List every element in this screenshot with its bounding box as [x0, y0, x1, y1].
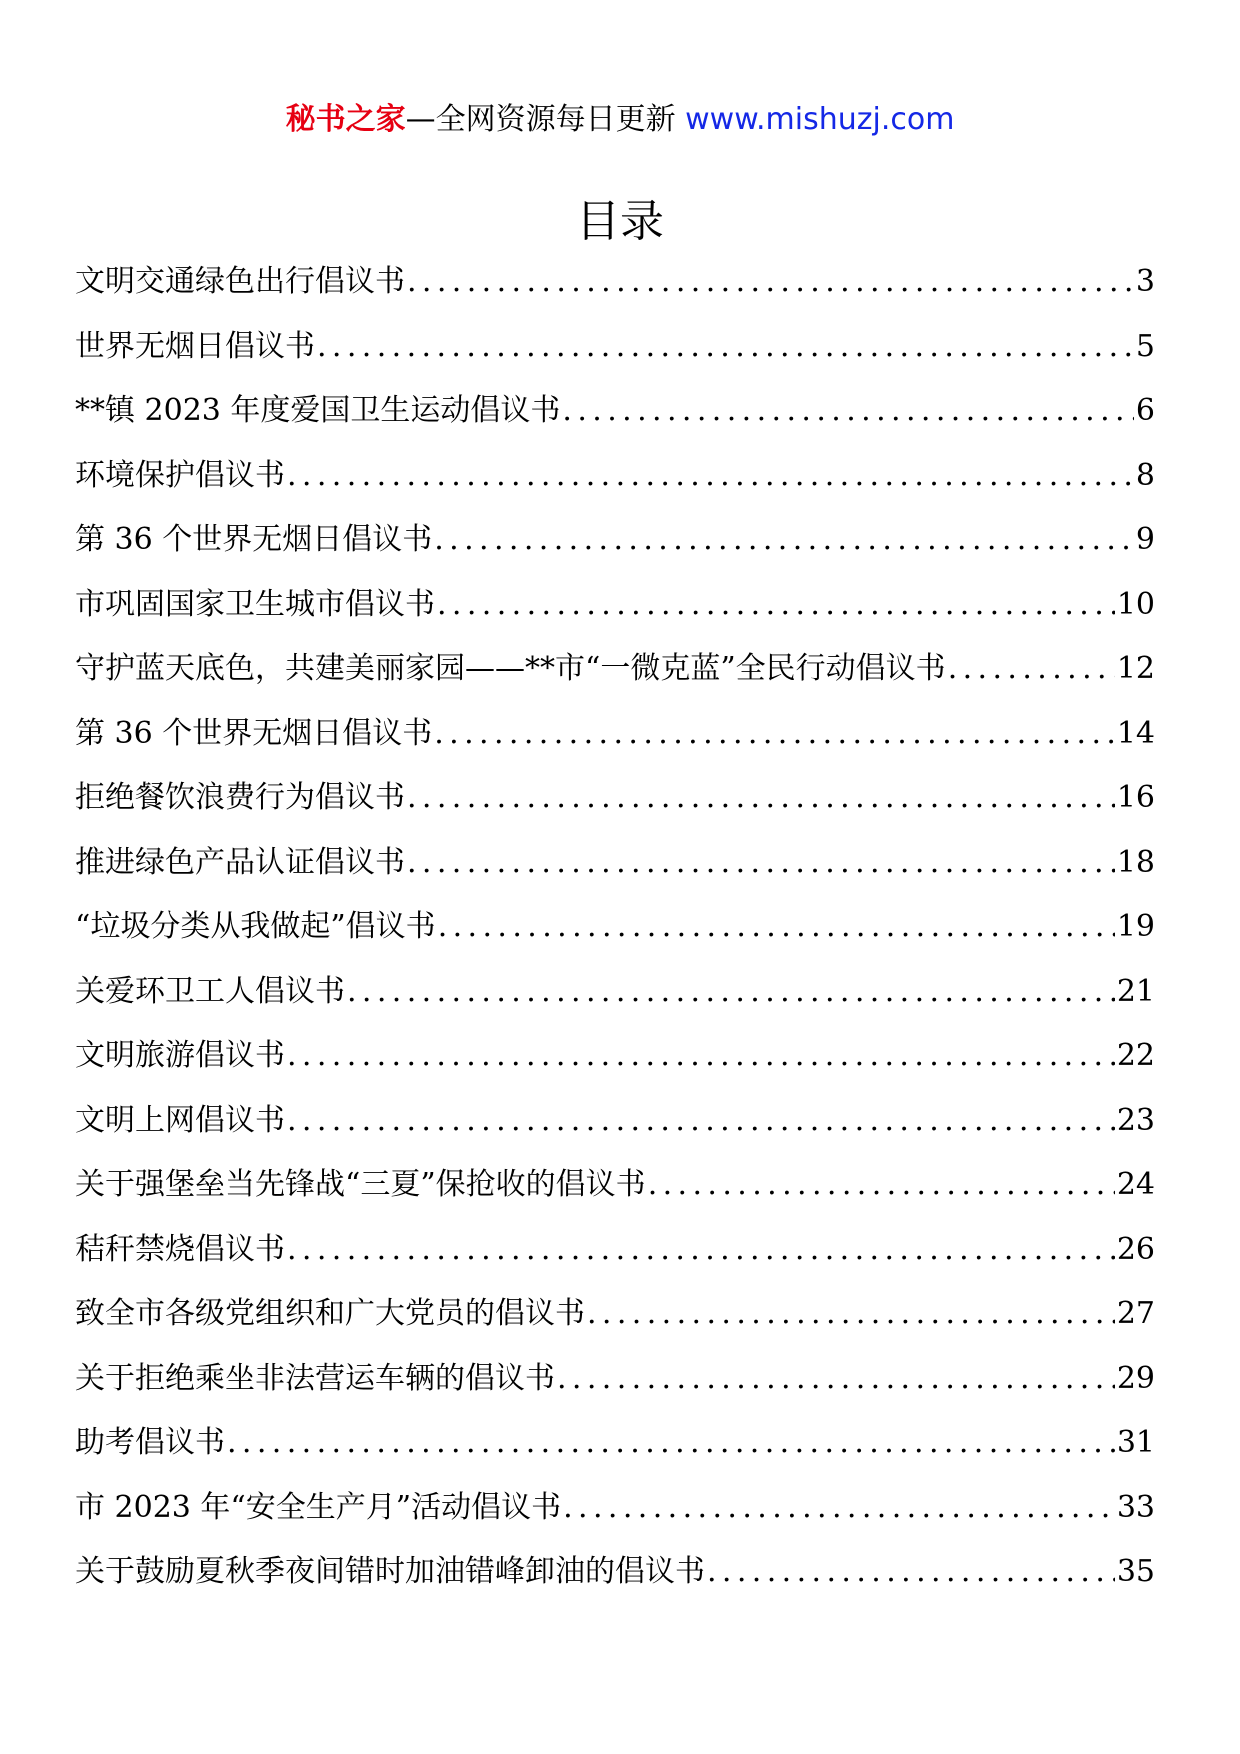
toc-entry[interactable]	[75, 772, 1155, 837]
header-tagline: —全网资源每日更新	[405, 102, 676, 137]
toc-entry[interactable]	[75, 1224, 1155, 1289]
toc-entry-title: 守护蓝天底色，共建美丽家园——**市“一微克蓝”全民行动倡议书	[75, 651, 946, 686]
toc-entry[interactable]	[75, 1095, 1155, 1160]
toc-entry-title: 关爱环卫工人倡议书	[75, 973, 345, 1009]
toc-entry-page: 22	[1116, 1038, 1155, 1073]
toc-entry[interactable]	[75, 1417, 1155, 1482]
toc-dot-leader	[562, 385, 1133, 437]
toc-dot-leader	[287, 1030, 1115, 1082]
toc-entry-page: 6	[1135, 393, 1155, 428]
toc-entry-page: 16	[1116, 780, 1155, 815]
toc-entry-page: 5	[1135, 328, 1155, 364]
toc-entry[interactable]	[75, 256, 1155, 321]
toc-entry-title: 第 36 个世界无烟日倡议书	[75, 715, 433, 751]
toc-entry-title: 关于强堡垒当先锋战“三夏”保抢收的倡议书	[75, 1167, 646, 1202]
toc-list	[75, 256, 1155, 1611]
toc-entry[interactable]	[75, 385, 1155, 450]
toc-dot-leader	[287, 450, 1134, 502]
toc-entry-page: 9	[1135, 522, 1155, 557]
toc-dot-leader	[287, 1224, 1115, 1276]
toc-entry-title: 关于鼓励夏秋季夜间错时加油错峰卸油的倡议书	[75, 1554, 705, 1589]
toc-entry[interactable]	[75, 901, 1155, 966]
toc-entry-page: 33	[1116, 1489, 1155, 1525]
toc-dot-leader	[407, 837, 1115, 889]
toc-entry-page: 26	[1116, 1231, 1155, 1267]
toc-entry-title: 拒绝餐饮浪费行为倡议书	[75, 780, 405, 815]
toc-entry[interactable]	[75, 643, 1155, 708]
toc-entry-page: 29	[1116, 1360, 1155, 1396]
toc-entry[interactable]	[75, 1482, 1155, 1547]
toc-entry-title: 第 36 个世界无烟日倡议书	[75, 522, 433, 557]
toc-entry-page: 21	[1116, 973, 1155, 1009]
toc-entry-page: 19	[1116, 909, 1155, 944]
toc-title: 目录	[576, 196, 664, 247]
toc-entry-title: 推进绿色产品认证倡议书	[75, 844, 405, 880]
page-header	[0, 98, 1240, 142]
toc-entry-title: 文明旅游倡议书	[75, 1038, 285, 1073]
toc-dot-leader	[347, 966, 1115, 1018]
toc-entry[interactable]	[75, 966, 1155, 1031]
toc-entry-page: 23	[1116, 1102, 1155, 1138]
toc-entry[interactable]	[75, 450, 1155, 515]
toc-entry-page: 10	[1116, 586, 1155, 622]
toc-dot-leader	[438, 901, 1115, 953]
toc-dot-leader	[227, 1417, 1115, 1469]
toc-dot-leader	[557, 1353, 1115, 1405]
toc-entry-title: 市 2023 年“安全生产月”活动倡议书	[75, 1489, 562, 1525]
toc-entry-page: 35	[1116, 1554, 1155, 1589]
toc-entry[interactable]	[75, 837, 1155, 902]
toc-entry-title: 市巩固国家卫生城市倡议书	[75, 586, 435, 622]
toc-entry-page: 18	[1116, 844, 1155, 880]
toc-entry-page: 24	[1116, 1167, 1155, 1202]
toc-dot-leader	[407, 772, 1115, 824]
toc-entry[interactable]	[75, 708, 1155, 773]
toc-dot-leader	[563, 1482, 1115, 1534]
toc-dot-leader	[317, 321, 1134, 373]
toc-dot-leader	[948, 643, 1115, 695]
toc-dot-leader	[287, 1095, 1115, 1147]
toc-dot-leader	[648, 1159, 1115, 1211]
toc-dot-leader	[587, 1288, 1115, 1340]
toc-entry[interactable]	[75, 1159, 1155, 1224]
toc-dot-leader	[434, 514, 1134, 566]
toc-entry-page: 3	[1135, 264, 1155, 299]
toc-entry[interactable]	[75, 1546, 1155, 1611]
toc-entry[interactable]	[75, 1030, 1155, 1095]
toc-entry-page: 27	[1116, 1296, 1155, 1331]
toc-dot-leader	[434, 708, 1115, 760]
toc-entry-page: 12	[1116, 651, 1155, 686]
site-url-link[interactable]: www.mishuzj.com	[685, 102, 955, 137]
toc-entry[interactable]	[75, 1353, 1155, 1418]
toc-entry-title: 助考倡议书	[75, 1425, 225, 1460]
toc-dot-leader	[707, 1546, 1115, 1598]
toc-dot-leader	[407, 256, 1134, 308]
toc-entry[interactable]	[75, 514, 1155, 579]
toc-entry-page: 14	[1116, 715, 1155, 751]
toc-entry-page: 31	[1116, 1425, 1155, 1460]
toc-entry-title: 环境保护倡议书	[75, 457, 285, 493]
toc-entry[interactable]	[75, 579, 1155, 644]
toc-entry-title: **镇 2023 年度爱国卫生运动倡议书	[75, 393, 561, 428]
toc-entry-title: 关于拒绝乘坐非法营运车辆的倡议书	[75, 1360, 555, 1396]
toc-entry-title: 致全市各级党组织和广大党员的倡议书	[75, 1296, 585, 1331]
toc-entry-title: 文明上网倡议书	[75, 1102, 285, 1138]
toc-dot-leader	[437, 579, 1115, 631]
toc-entry-title: “垃圾分类从我做起”倡议书	[75, 909, 436, 944]
brand-name: 秘书之家	[285, 102, 406, 137]
toc-entry[interactable]	[75, 1288, 1155, 1353]
toc-entry-title: 秸秆禁烧倡议书	[75, 1231, 285, 1267]
toc-entry-title: 文明交通绿色出行倡议书	[75, 264, 405, 299]
toc-entry[interactable]	[75, 321, 1155, 386]
toc-entry-title: 世界无烟日倡议书	[75, 328, 315, 364]
toc-entry-page: 8	[1135, 457, 1155, 493]
